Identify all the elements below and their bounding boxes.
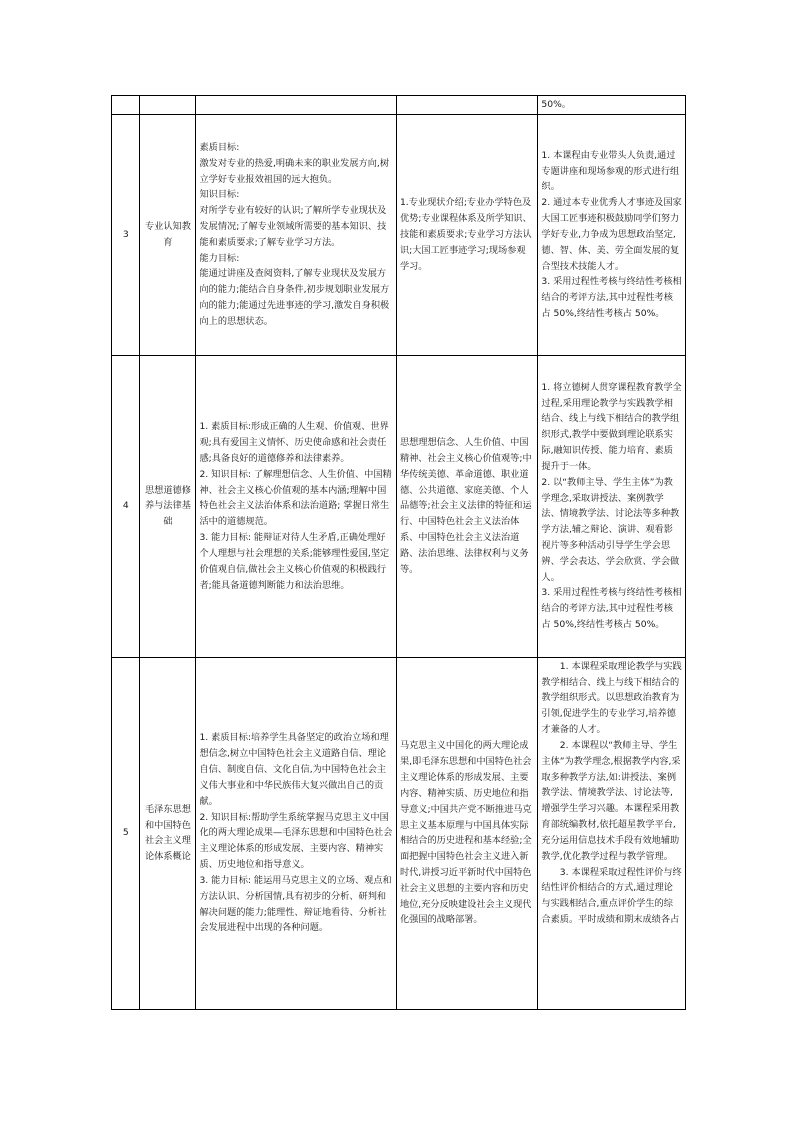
course-name-cell: 专业认知教育 [140,114,196,355]
table-row [112,355,686,657]
requirement-text: 2. 以“教师主导、学生主体”为教学理念,采取讲授法、案例教学法、情境教学法、讨论法等多种教学方法,辅之辩论、演讲、观看影视片等多种活动引导学生学会思辨、学会表达、学会欣赏、学会做人。 [541,476,680,583]
row-number-cell: 4 [112,355,140,657]
course-name-cell [140,96,196,115]
row-number-cell [112,96,140,115]
table-row [112,96,686,115]
goal-text: 素质目标: [199,141,240,153]
course-content-cell: 1.专业现状介绍;专业办学特色及优势;专业课程体系及所学知识、技能和素质要求;专业学习方法认识;大国工匠事迹学习;现场参观学习。 [396,114,537,355]
requirement-text: 2. 通过本专业优秀人才事迹及国家大国工匠事迹积极鼓励同学们努力学好专业,力争成为思想政治坚定,德、智、体、美、劳全面发展的复合型技术技能人才。 [541,197,682,272]
requirement-text: 3. 采用过程性考核与终结性考核相结合的考评方法,其中过程性考核占 50%,终结性考核占 50%。 [541,587,682,631]
course-content-cell: 马克思主义中国化的两大理论成果,即毛泽东思想和中国特色社会主义理论体系的形成发展、主要内容、精神实质、历史地位和指导意义;中国共产党不断推进马克思主义基本原理与中国具体实际相结合的历史进程和基本经验;全面把握中国特色社会主义进入新时代,讲授习近平新时代中国特色社会主义思想的主要内容和历史地位,充分反映建设社会主义现代化强国的战略部署。 [396,657,537,1009]
course-name-cell: 毛泽东思想和中国特色社会主义理论体系概论 [140,657,196,1009]
requirement-text: 3. 采用过程性考核与终结性考核相结合的考评方法,其中过程性考核占 50%,终结性考核占 50%。 [541,276,682,320]
requirement-text: 3. 本课程采取过程性评价与终结性评价相结合的方式,通过理论与实践相结合,重点评价学生的综合素质。平时成绩和期末成绩各占 [541,866,682,926]
course-goals-cell [196,96,396,115]
requirement-text: 1. 本课程由专业带头人负责,通过专题讲座和现场参观的形式进行组织。 [541,149,680,193]
table-row [112,657,686,1009]
goal-text: 3. 能力目标: 能运用马克思主义的立场、观点和方法认识、分析国情,具有初步的分析、研判和解决问题的能力;能理性、辩证地看待、分析社会发展进程中出现的各种问题。 [199,874,392,934]
requirement-text: 1. 本课程采取理论教学与实践教学相结合、线上与线下相结合的教学组织形式。以思想政治教育为引领,促进学生的专业学习,培养德才兼备的人才。 [541,660,682,736]
teaching-requirements-cell [538,355,686,657]
course-goals-cell [196,355,396,657]
goal-text: 能力目标: [199,252,240,264]
goal-text: 3. 能力目标: 能辩证对待人生矛盾,正确处理好个人理想与社会理想的关系;能够理性爱国,坚定价值观自信,做社会主义核心价值观的积极践行者;能具备道德判断能力和法治思维。 [199,532,390,591]
goal-text: 2. 知识目标:帮助学生系统掌握马克思主义中国化的两大理论成果—毛泽东思想和中国特色社会主义理论体系的形成发展、主要内容、精神实质、历史地位和指导意义。 [199,811,393,871]
course-content-cell [396,96,537,115]
course-content-cell: 思想理想信念、人生价值、中国精神、社会主义核心价值观等;中华传统美德、革命道德、职业道德、公共道德、家庭美德、个人品德等;社会主义法律的特征和运行、中国特色社会主义法治体系、中国特色社会主义法治道路、法治思维、法律权利与义务等。 [396,355,537,657]
row-number-cell: 3 [112,114,140,355]
course-name-cell: 思想道德修养与法律基础 [140,355,196,657]
goal-text: 1. 素质目标:形成正确的人生观、价值观、世界观;具有爱国主义情怀、历史使命感和社会责任感;具备良好的道德修养和法律素养。 [199,421,389,464]
row-number-cell: 5 [112,657,140,1009]
table-row [112,114,686,355]
requirement-text: 2. 本课程以“教师主导、学生主体”为教学理念,根据教学内容,采取多种教学方法,如:讲授法、案例教学法、情境教学法、讨论法等,增强学生学习兴趣。本课程采用教育部统编教材,依托超星教学平台,充分运用信息技术手段有效地辅助教学,优化教学过程与教学管理。 [541,739,681,862]
goal-text: 激发对专业的热爱,明确未来的职业发展方向,树立学好专业报效祖国的远大抱负。 [199,157,390,185]
teaching-requirements-cell [538,96,686,115]
teaching-requirements-cell [538,657,686,1009]
requirement-text: 50%。 [541,99,571,110]
goal-text: 知识目标: [199,189,240,201]
requirement-text: 1. 将立德树人贯穿课程教育教学全过程,采用理论教学与实践教学相结合、线上与线下相结合的教学组织形式,教学中要做到理论联系实际,融知识传授、能力培育、素质提升于一体。 [541,381,682,472]
goal-text: 1. 素质目标:培养学生具备坚定的政治立场和理想信念,树立中国特色社会主义道路自信、理论自信、制度自信、文化自信,为中国特色社会主义伟大事业和中华民族伟大复兴做出自己的贡献。 [199,732,389,807]
goal-text: 2. 知识目标: 了解理想信念、人生价值、中国精神、社会主义核心价值观的基本内涵;理解中国特色社会主义法治体系和法治道路; 掌握日常生活中的道德规范。 [199,468,392,528]
course-goals-cell [196,657,396,1009]
goal-text: 对所学专业有较好的认识;了解所学专业现状及发展情况;了解专业领域所需要的基本知识、技能和素质要求;了解专业学习方法。 [199,205,387,248]
course-goals-cell [196,114,396,355]
goal-text: 能通过讲座及查阅资料,了解专业现状及发展方向的能力;能结合自身条件,初步规划职业发展方向的能力;能通过先进事迹的学习,激发自身积极向上的思想状态。 [199,268,390,327]
teaching-requirements-cell [538,114,686,355]
course-table [111,95,686,1010]
